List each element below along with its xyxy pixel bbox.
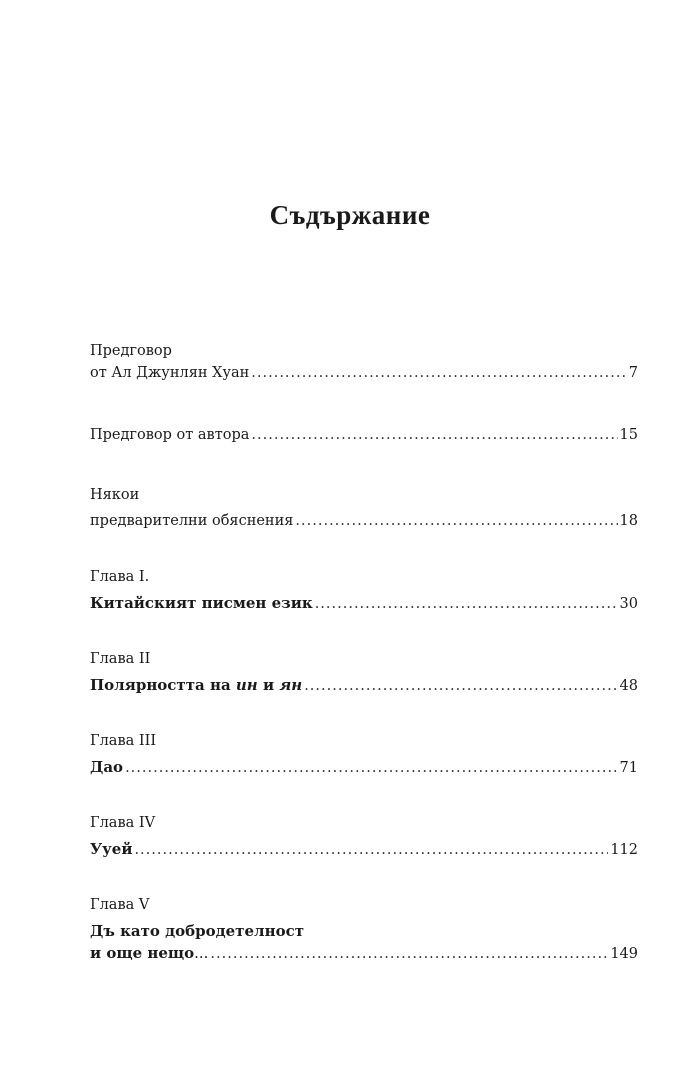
- toc-entry-leader: [90, 424, 638, 446]
- toc-entry-line2: от Ал Джунлян Хуан: [90, 365, 250, 381]
- toc-entry-line1: Някои: [90, 487, 140, 503]
- dot-leader: [210, 943, 608, 965]
- chapter-title-yin: ин: [235, 676, 258, 694]
- toc-entry-chapter-4[interactable]: [90, 812, 638, 861]
- chapter-title-part: и още нещо: [90, 944, 195, 962]
- chapter-label: Глава III: [90, 733, 157, 749]
- ellipsis: ...: [194, 944, 209, 962]
- chapter-title: [90, 674, 302, 696]
- chapter-title-cont: [90, 942, 208, 964]
- dot-leader: [134, 839, 608, 861]
- page-number: 18: [619, 513, 638, 529]
- page-number: 149: [610, 946, 638, 962]
- dot-leader: [315, 593, 618, 615]
- page-number: 71: [619, 760, 638, 776]
- chapter-title-yang: ян: [279, 676, 303, 694]
- chapter-label: Глава II: [90, 651, 151, 667]
- toc-entry-chapter-1[interactable]: [90, 566, 638, 615]
- chapter-label: Глава I.: [90, 569, 150, 585]
- dot-leader: [125, 757, 617, 779]
- toc-entry-chapter-5[interactable]: [90, 894, 638, 965]
- toc-entry-chapter-2[interactable]: [90, 648, 638, 697]
- toc-entry-chapter-3[interactable]: [90, 730, 638, 779]
- chapter-label: Глава IV: [90, 815, 156, 831]
- toc-entry-leader: [90, 942, 638, 965]
- toc-entry-line2: предварителни обяснения: [90, 513, 294, 529]
- chapter-title-part: Полярността на: [90, 676, 236, 694]
- chapter-label: Глава V: [90, 897, 150, 913]
- page-number: 112: [610, 842, 638, 858]
- dot-leader: [251, 424, 617, 446]
- toc-entry-line2: Предговор от автора: [90, 427, 250, 443]
- chapter-title: Дъ като добродетелност: [90, 922, 305, 940]
- page-number: 48: [619, 678, 638, 694]
- toc-entry-leader: [90, 674, 638, 697]
- page-number: 7: [628, 365, 638, 381]
- toc-entry-preliminary-notes[interactable]: [90, 484, 638, 532]
- toc-entry-leader: [90, 510, 638, 532]
- toc-entry-leader: [90, 756, 638, 779]
- toc-entry-foreword-translator[interactable]: [90, 340, 638, 384]
- page-title: Съдържание: [269, 200, 431, 230]
- toc-entry-leader: [90, 362, 638, 384]
- toc-entry-leader: [90, 592, 638, 615]
- dot-leader: [251, 362, 626, 384]
- chapter-title: Дао: [90, 758, 124, 776]
- chapter-title: Ууей: [90, 840, 133, 858]
- chapter-title-part: и: [257, 676, 280, 694]
- toc-entry-line1: Предговор: [90, 343, 172, 359]
- toc-entry-leader: [90, 838, 638, 861]
- toc-entry-foreword-author[interactable]: [90, 424, 638, 446]
- page-number: 15: [619, 427, 638, 443]
- dot-leader: [304, 675, 617, 697]
- page-number: 30: [619, 596, 638, 612]
- dot-leader: [295, 510, 617, 532]
- chapter-title: Китайският писмен език: [90, 594, 313, 612]
